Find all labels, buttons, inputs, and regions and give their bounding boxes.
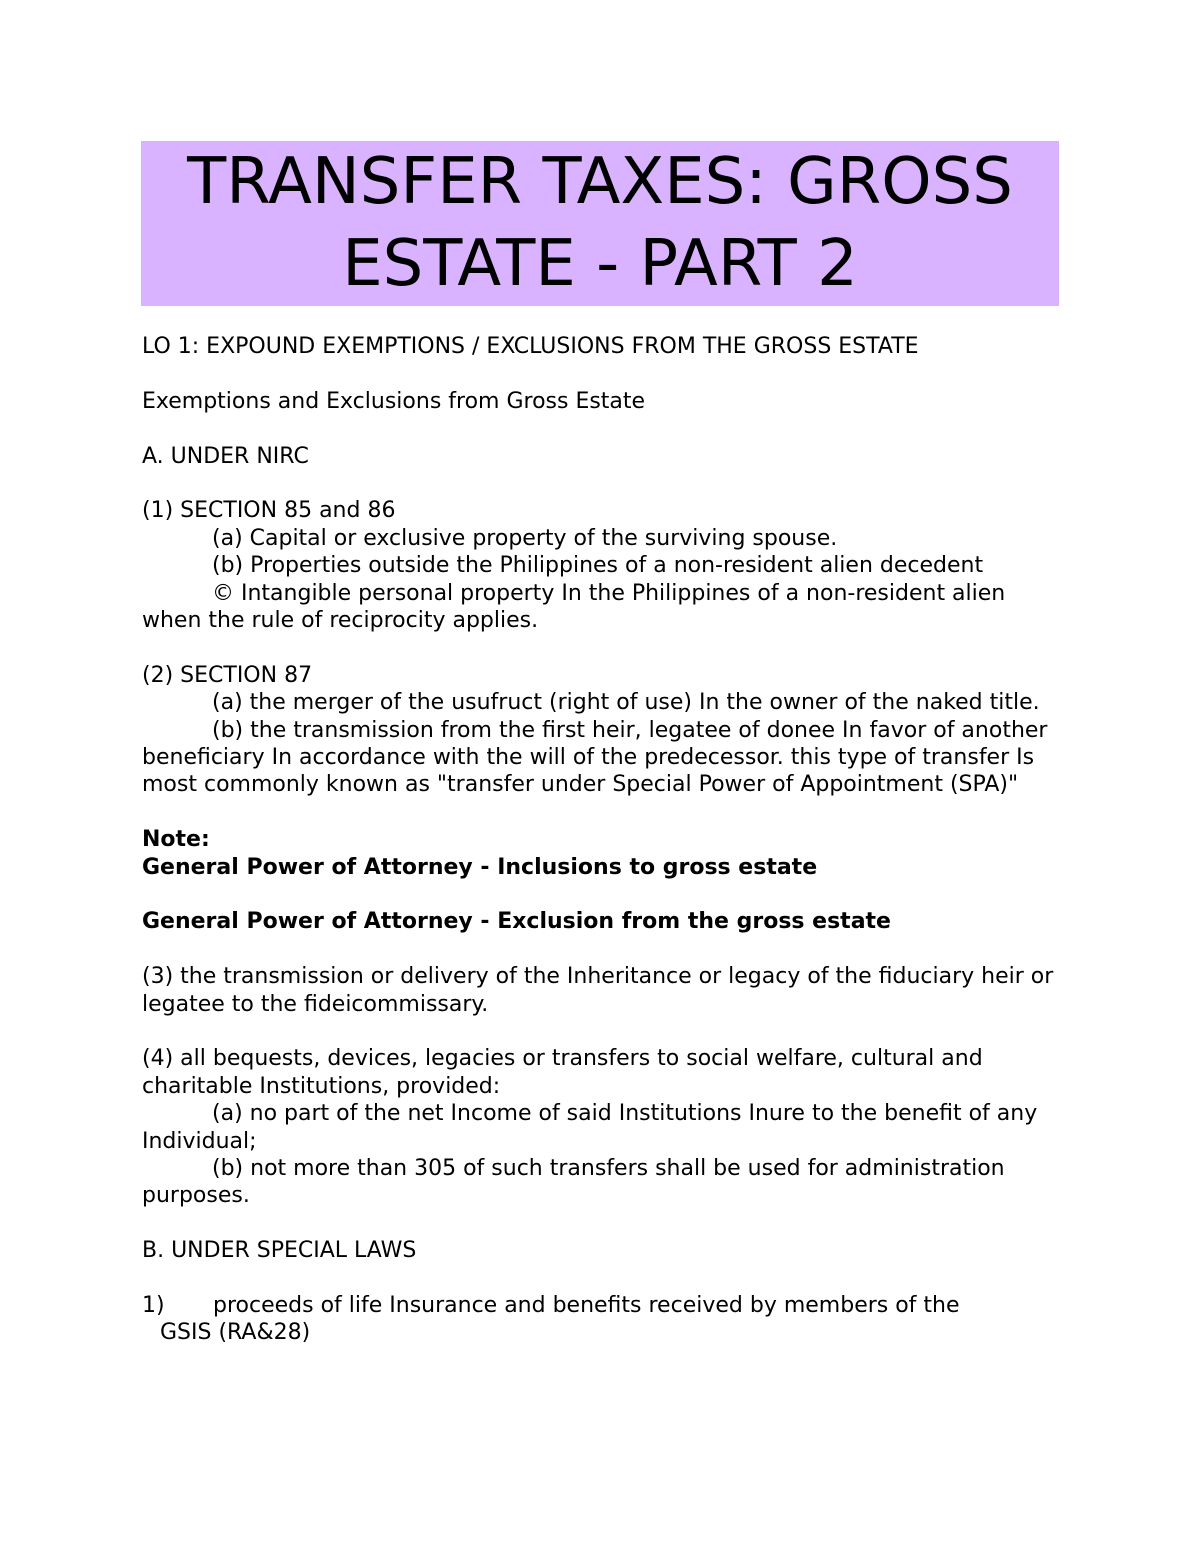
title-line-1: TRANSFER TAXES: GROSS — [187, 145, 1013, 219]
item-2-heading: (2) SECTION 87 — [142, 662, 313, 688]
section-subtitle: Exemptions and Exclusions from Gross Estate — [142, 388, 646, 414]
note-label: Note: — [142, 827, 210, 853]
item-1-c: © Intangible personal property In the Philippines of a non-resident alien when the rule of reciprocity applies. — [142, 580, 1006, 634]
section-a-heading: A. UNDER NIRC — [142, 443, 309, 469]
title-line-2: ESTATE - PART 2 — [342, 227, 858, 301]
special-law-item-1-line-2: GSIS (RA&28) — [160, 1320, 311, 1346]
note-line-2: General Power of Attorney - Exclusion from the gross estate — [142, 909, 891, 935]
item-1-b: (b) Properties outside the Philippines of a non-resident alien decedent — [212, 553, 984, 579]
note-line-1: General Power of Attorney - Inclusions to gross estate — [142, 854, 818, 880]
item-4-b: (b) not more than 305 of such transfers shall be used for administration purposes. — [142, 1156, 1005, 1209]
item-1-heading: (1) SECTION 85 and 86 — [142, 498, 396, 524]
title-banner — [141, 141, 1059, 306]
special-law-item-1 — [142, 1292, 1062, 1319]
item-4-a: (a) no part of the net Income of said Institutions Inure to the benefit of any Individual; — [142, 1101, 1038, 1154]
learning-objective: LO 1: EXPOUND EXEMPTIONS / EXCLUSIONS FROM THE GROSS ESTATE — [142, 334, 919, 359]
item-4-text: (4) all bequests, devices, legacies or transfers to social welfare, cultural and charitable Institutions, provided: — [142, 1046, 983, 1099]
document-body — [142, 333, 1062, 1347]
item-2-b: (b) the transmission from the first heir, legatee of donee In favor of another beneficiary In accordance with the will of the predecessor. this type of transfer Is most commonly known as "transfer under Special Power of Appointment (SPA)" — [142, 717, 1048, 798]
section-b-heading: B. UNDER SPECIAL LAWS — [142, 1238, 417, 1264]
item-2-a: (a) the merger of the usufruct (right of use) In the owner of the naked title. — [212, 690, 1040, 716]
special-law-item-1-line-1: proceeds of life Insurance and benefits received by members of the — [213, 1293, 960, 1319]
special-law-item-1-number: 1) — [142, 1293, 165, 1319]
item-3: (3) the transmission or delivery of the Inheritance or legacy of the fiduciary heir or legatee to the fideicommissary. — [142, 964, 1054, 1017]
item-1-a: (a) Capital or exclusive property of the surviving spouse. — [212, 525, 838, 551]
